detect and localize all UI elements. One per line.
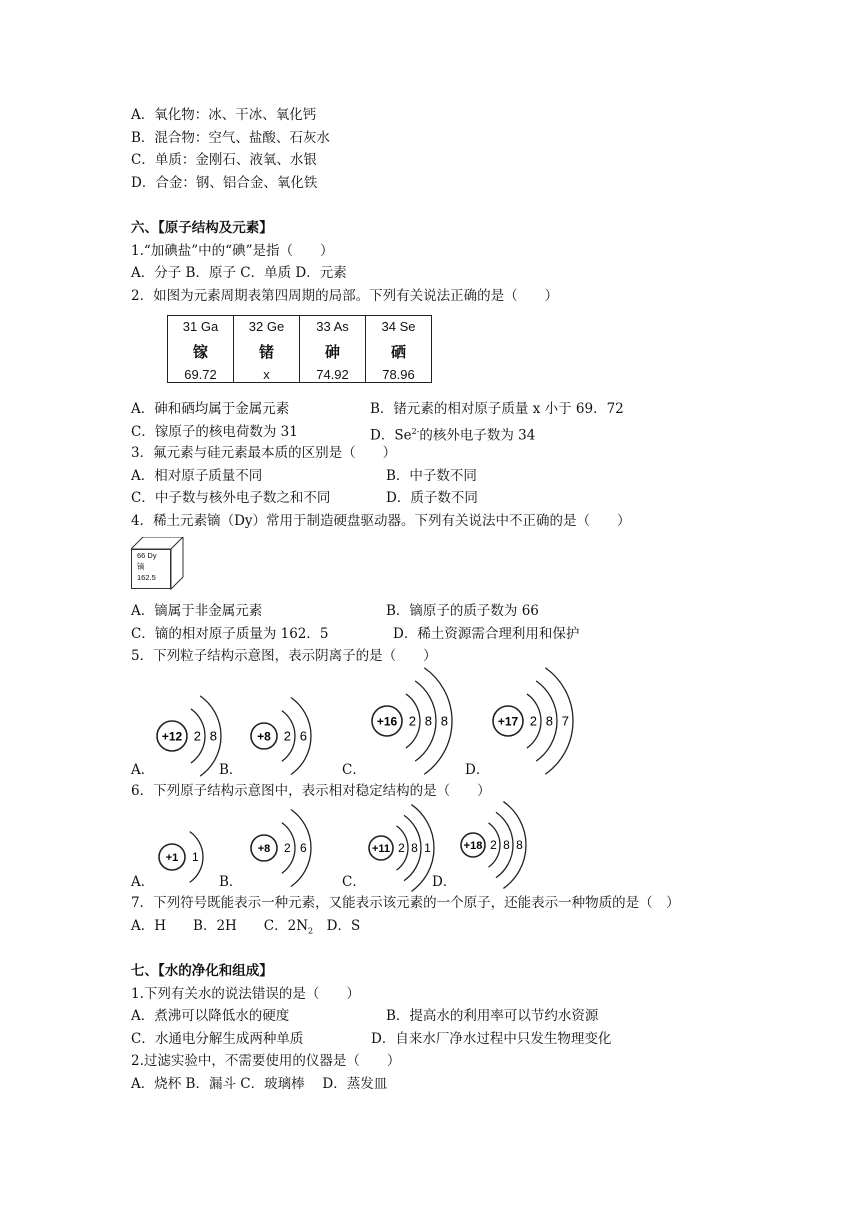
nucleus-charge: +8 [257, 842, 271, 855]
option-a: A．砷和硒均属于金属元素 [131, 401, 290, 417]
option-a: A．相对原子质量不同 [131, 468, 263, 484]
option-c: C．镝的相对原子质量为 162．5 [131, 626, 329, 642]
question-text: 2．如图为元素周期表第四周期的局部。下列有关说法正确的是（ ） [131, 288, 559, 304]
nucleus-charge: +17 [497, 714, 519, 729]
atom-diagram-q5-2 [372, 668, 452, 774]
nucleus-charge: +11 [371, 842, 391, 855]
option-label: A． [131, 874, 155, 890]
question-text: 6．下列原子结构示意图中，表示相对稳定结构的是（ ） [131, 783, 491, 799]
option-b: B．镝原子的质子数为 66 [386, 603, 539, 619]
option-label: D． [432, 874, 457, 890]
electron-count: 8 [503, 837, 510, 852]
nucleus-charge: +8 [257, 729, 271, 744]
option-label: C． [342, 874, 366, 890]
electron-count: 6 [300, 840, 307, 855]
question-options: A．烧杯 B．漏斗 C．玻璃棒 D．蒸发皿 [131, 1076, 388, 1092]
option-b: B．锗元素的相对原子质量 x 小于 69．72 [370, 401, 624, 417]
option-a: A．煮沸可以降低水的硬度 [131, 1008, 290, 1024]
atom-diagram-q5-3 [493, 668, 573, 774]
electron-count: 2 [490, 837, 497, 852]
atom-diagram-q6-3 [461, 802, 526, 889]
option-b: B．提高水的利用率可以节约水资源 [386, 1008, 599, 1024]
option-c: C．水通电分解生成两种单质 [131, 1031, 304, 1047]
option-a: A．镝属于非金属元素 [131, 603, 263, 619]
nucleus-charge: +12 [161, 729, 183, 744]
atom-diagram-q6-1 [251, 809, 311, 886]
option-label: B． [219, 874, 243, 890]
atom-diagram-q5-1 [251, 697, 311, 774]
element-cell: 32 Ge 锗 x [234, 316, 300, 383]
nucleus-charge: +1 [165, 851, 179, 864]
section-heading: 六、【原子结构及元素】 [131, 220, 273, 236]
electron-count: 8 [424, 713, 433, 729]
electron-count: 7 [561, 713, 570, 729]
section-heading: 七、【水的净化和组成】 [131, 963, 273, 979]
option-a: A．氧化物：冰、干冰、氧化钙 [131, 107, 317, 123]
option-d: D．$Se^{2-}$的核外电子数为 34 [370, 427, 536, 444]
option-c: C．中子数与核外电子数之和不同 [131, 490, 331, 506]
question-text: 7．下列符号既能表示一种元素，又能表示该元素的一个原子，还能表示一种物质的是（ ） [131, 895, 680, 911]
electron-count: 8 [440, 713, 449, 729]
question-text: 5．下列粒子结构示意图，表示阴离子的是（ ） [131, 648, 437, 664]
electron-count: 2 [284, 840, 291, 855]
electron-count: 8 [411, 840, 418, 855]
electron-count: 2 [193, 728, 202, 744]
electron-count: 1 [192, 849, 199, 864]
electron-count: 2 [283, 728, 292, 744]
option-b: B．混合物：空气、盐酸、石灰水 [131, 130, 330, 146]
option-label: A． [131, 762, 155, 778]
electron-count: 2 [529, 713, 538, 729]
atom-diagram-q6-0 [159, 832, 203, 883]
question-options: A．H B．2H C．$2N_2$ D．S [131, 918, 361, 936]
nucleus-charge: +16 [376, 714, 398, 729]
electron-count: 6 [299, 728, 308, 744]
option-c: C．单质：金刚石、液氧、水银 [131, 152, 317, 168]
question-text: 4．稀土元素镝（Dy）常用于制造硬盘驱动器。下列有关说法中不正确的是（ ） [131, 513, 631, 529]
option-label: D． [465, 762, 490, 778]
option-d: D．合金：钢、铝合金、氧化铁 [131, 175, 318, 191]
question-options: A．分子 B．原子 C．单质 D．元素 [131, 265, 347, 281]
option-d: D．稀土资源需合理利用和保护 [393, 626, 580, 642]
option-label: B． [219, 762, 243, 778]
option-d: D．自来水厂净水过程中只发生物理变化 [371, 1031, 612, 1047]
electron-count: 8 [209, 728, 218, 744]
nucleus-charge: +18 [463, 839, 483, 852]
element-box-dy: 66 Dy 镝 162.5 [131, 537, 187, 593]
option-d: D．质子数不同 [386, 490, 478, 506]
question-text: 3．氟元素与硅元素最本质的区别是（ ） [131, 445, 397, 461]
element-cell: 33 As 砷 74.92 [300, 316, 366, 383]
question-text: 2.过滤实验中，不需要使用的仪器是（ ） [131, 1053, 401, 1069]
element-cell: 34 Se 硒 78.96 [366, 316, 432, 383]
atom-diagram-q5-0 [157, 696, 221, 776]
electron-count: 1 [424, 840, 431, 855]
element-cell: 31 Ga 镓 69.72 [168, 316, 234, 383]
question-text: 1.下列有关水的说法错误的是（ ） [131, 986, 360, 1002]
electron-count: 2 [398, 840, 405, 855]
atom-diagram-q6-2 [369, 805, 434, 892]
electron-count: 8 [545, 713, 554, 729]
option-b: B．中子数不同 [386, 468, 477, 484]
electron-count: 2 [408, 713, 417, 729]
option-label: C． [342, 762, 366, 778]
electron-count: 8 [516, 837, 523, 852]
question-text: 1.“加碘盐”中的“碘”是指（ ） [131, 243, 334, 259]
option-c: C．镓原子的核电荷数为 31 [131, 424, 298, 440]
